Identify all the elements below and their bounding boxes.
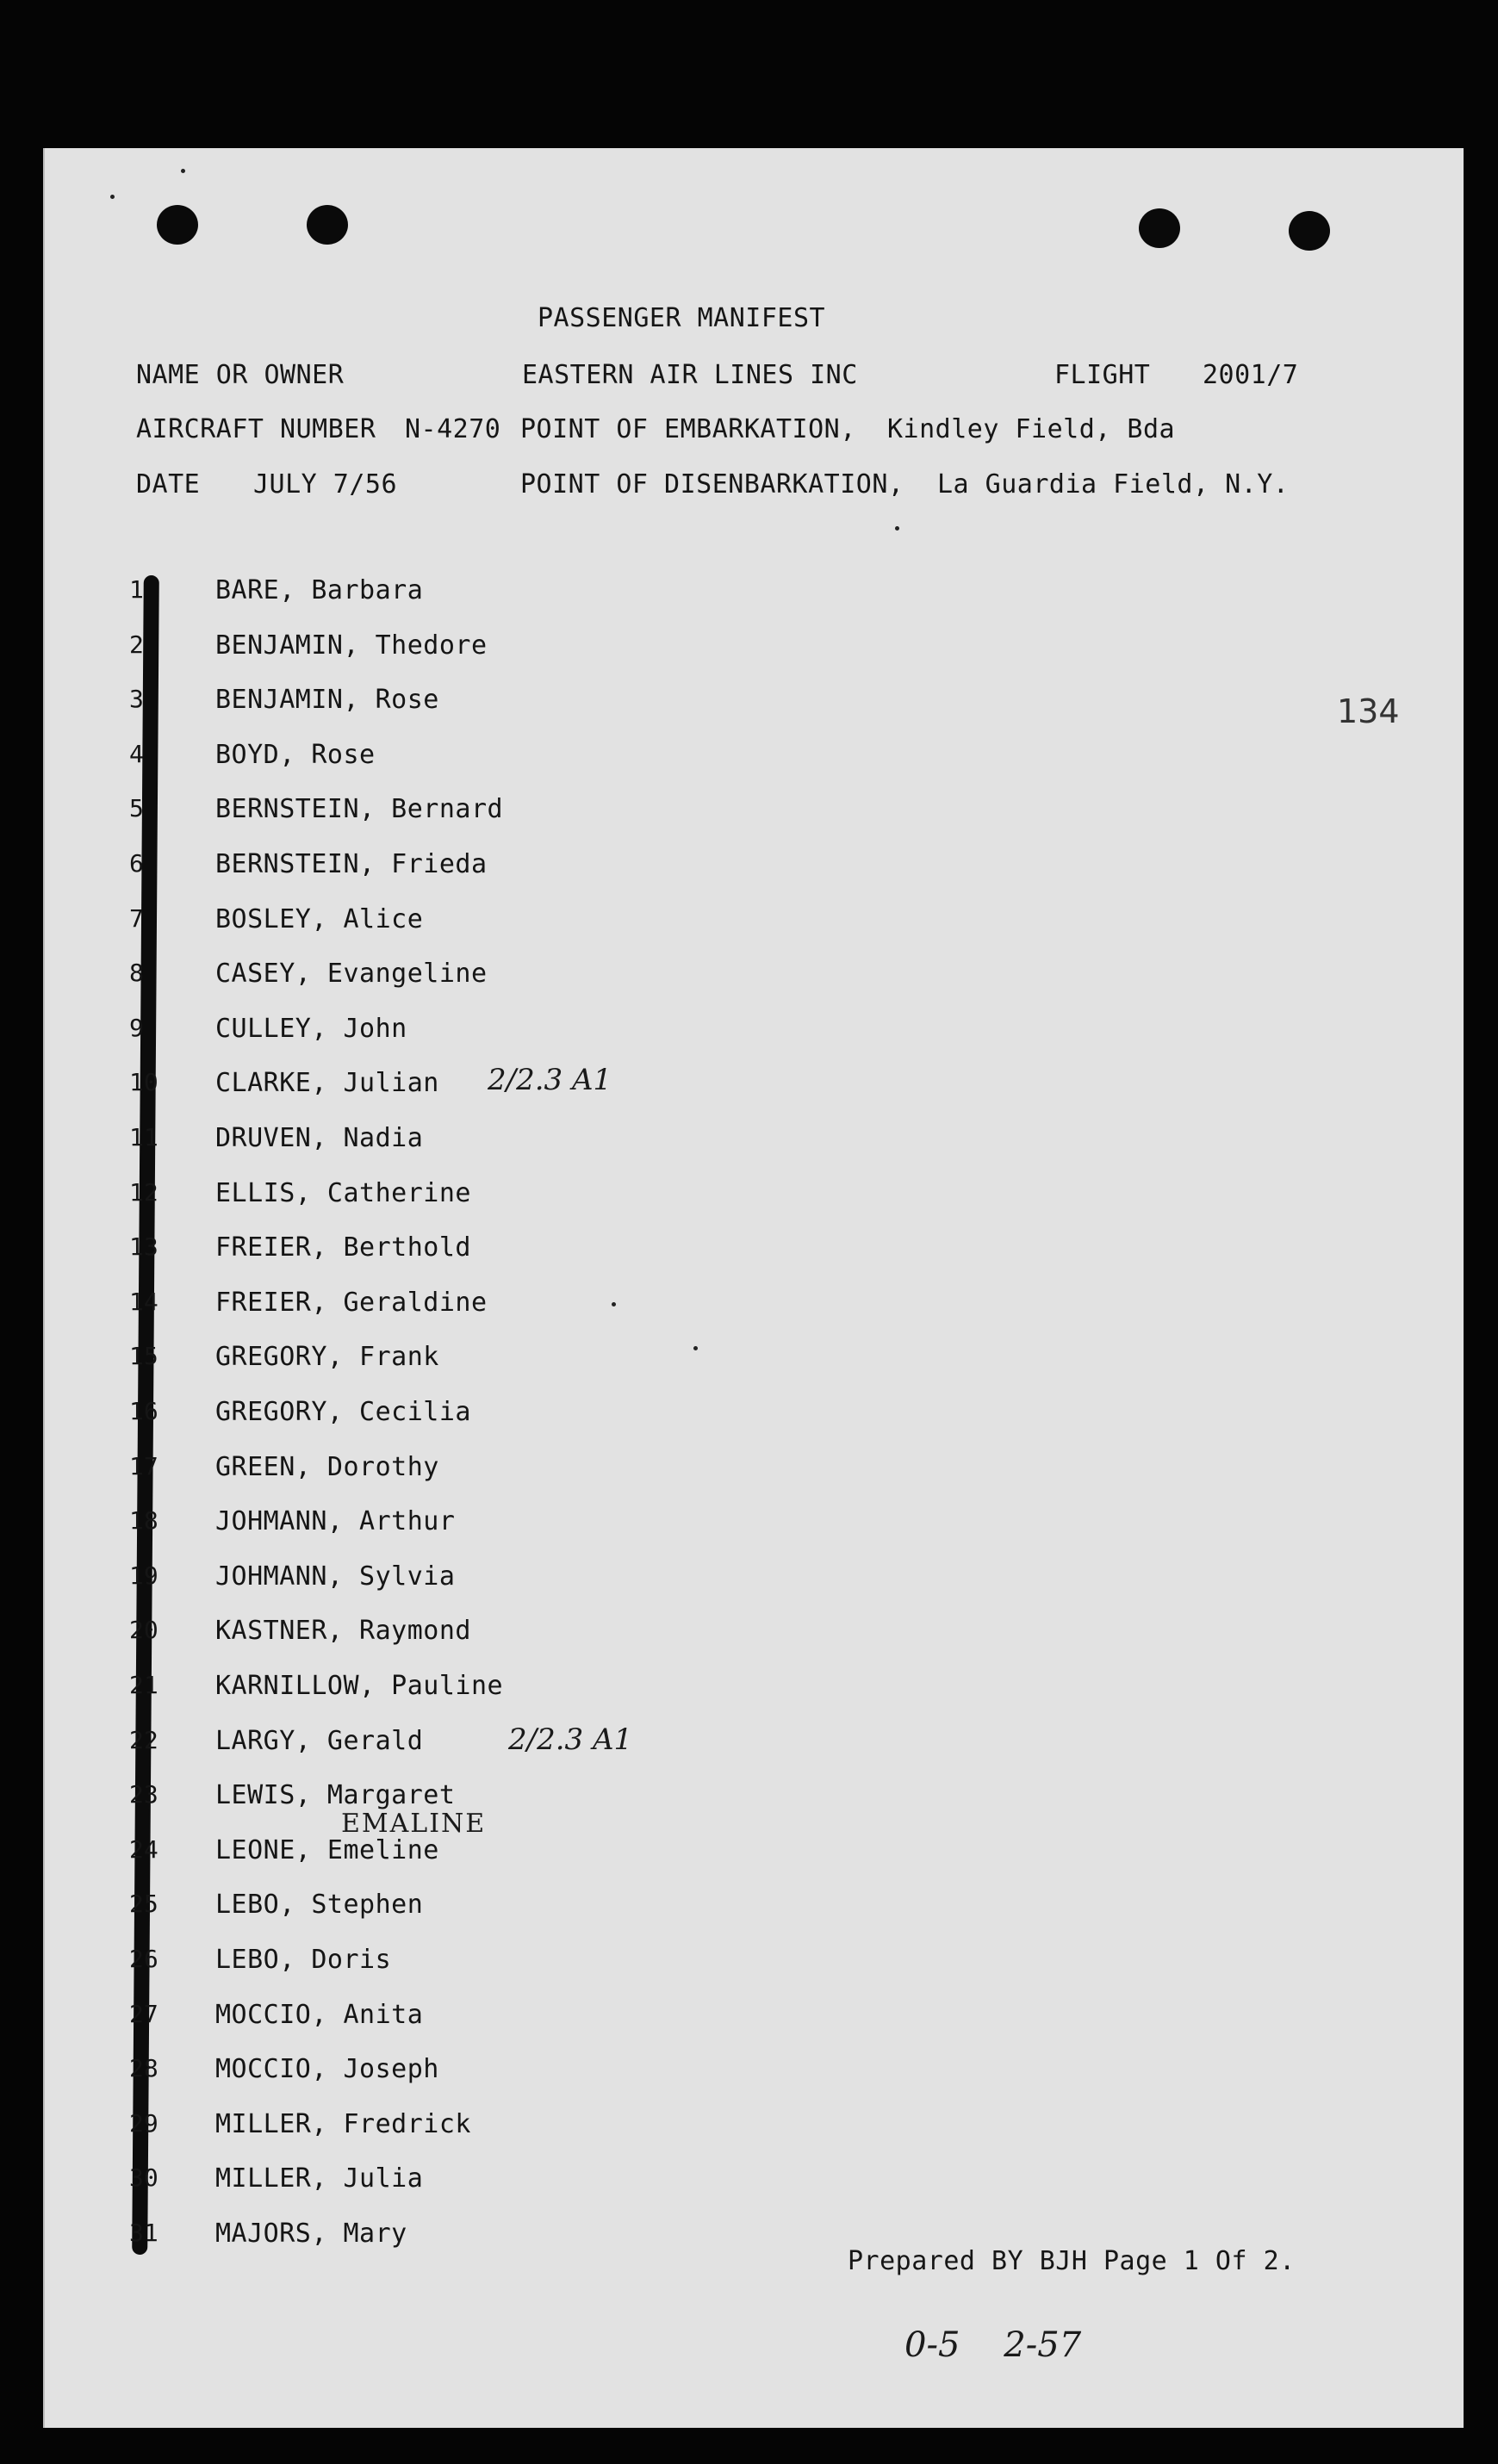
passenger-number: 1 xyxy=(129,575,144,604)
list-item xyxy=(0,1123,775,1175)
list-item xyxy=(0,1671,775,1722)
list-item xyxy=(0,685,775,736)
passenger-name: FREIER, Geraldine xyxy=(215,1287,488,1318)
passenger-number: 20 xyxy=(129,1616,159,1645)
list-item xyxy=(0,959,775,1010)
disembarkation-value: La Guardia Field, N.Y. xyxy=(937,469,1290,500)
passenger-name: BERNSTEIN, Frieda xyxy=(215,849,488,879)
disembarkation-label: POINT OF DISENBARKATION, xyxy=(520,469,904,500)
punch-hole xyxy=(157,205,198,245)
passenger-number: 2 xyxy=(129,630,144,659)
list-item xyxy=(0,1835,775,1887)
passenger-number: 27 xyxy=(129,1999,159,2028)
passenger-number: 4 xyxy=(129,739,144,768)
passenger-number: 5 xyxy=(129,794,144,823)
flight-label: FLIGHT xyxy=(1054,360,1151,390)
largy-annotation: 2/2.3 A1 xyxy=(508,1722,633,1757)
paper-speck xyxy=(895,526,899,531)
passenger-number: 24 xyxy=(129,1834,159,1864)
list-item xyxy=(0,1561,775,1613)
passenger-number: 29 xyxy=(129,2108,159,2138)
passenger-number: 8 xyxy=(129,959,144,988)
date-value: JULY 7/56 xyxy=(253,469,398,500)
passenger-name: MILLER, Julia xyxy=(215,2163,424,2194)
passenger-name: MAJORS, Mary xyxy=(215,2219,407,2249)
passenger-name: BOSLEY, Alice xyxy=(215,903,424,934)
passenger-name: BENJAMIN, Thedore xyxy=(215,630,488,661)
list-item xyxy=(0,2000,775,2051)
list-item xyxy=(0,1506,775,1558)
passenger-name: BOYD, Rose xyxy=(215,739,376,770)
list-item xyxy=(0,2109,775,2161)
list-item xyxy=(0,1342,775,1393)
aircraft-value: N-4270 xyxy=(405,414,501,444)
passenger-name: LEONE, Emeline xyxy=(215,1834,439,1865)
punch-hole xyxy=(1289,211,1330,251)
passenger-name: BENJAMIN, Rose xyxy=(215,685,439,716)
list-item xyxy=(0,1397,775,1449)
passenger-number: 15 xyxy=(129,1342,159,1371)
paper-speck xyxy=(110,195,115,199)
passenger-name: JOHMANN, Arthur xyxy=(215,1506,456,1537)
page-title: PASSENGER MANIFEST xyxy=(538,303,826,333)
passenger-name: KASTNER, Raymond xyxy=(215,1616,471,1647)
punch-hole xyxy=(307,205,348,245)
date-label: DATE xyxy=(136,469,201,500)
list-item xyxy=(0,740,775,791)
list-item xyxy=(0,1890,775,1941)
list-item xyxy=(0,2219,775,2270)
flight-value: 2001/7 xyxy=(1203,360,1299,390)
passenger-name: LEBO, Stephen xyxy=(215,1890,424,1921)
passenger-name: LEWIS, Margaret xyxy=(215,1780,456,1811)
list-item xyxy=(0,1178,775,1230)
prepared-by-line: Prepared BY BJH Page 1 Of 2. xyxy=(848,2246,1296,2276)
list-item xyxy=(0,575,775,627)
passenger-number: 12 xyxy=(129,1177,159,1207)
passenger-name: JOHMANN, Sylvia xyxy=(215,1561,456,1592)
list-item xyxy=(0,2163,775,2215)
embarkation-value: Kindley Field, Bda xyxy=(887,414,1176,444)
clarke-annotation: 2/2.3 A1 xyxy=(488,1063,612,1097)
passenger-name: BARE, Barbara xyxy=(215,575,424,605)
list-item xyxy=(0,794,775,846)
passenger-name: MILLER, Fredrick xyxy=(215,2108,471,2139)
list-item xyxy=(0,1945,775,1996)
punch-hole xyxy=(1139,208,1180,248)
handwritten-page-number: 134 xyxy=(1337,692,1400,730)
passenger-number: 6 xyxy=(129,849,144,878)
passenger-name: DRUVEN, Nadia xyxy=(215,1123,424,1153)
passenger-name: CASEY, Evangeline xyxy=(215,959,488,990)
owner-value: EASTERN AIR LINES INC xyxy=(522,360,858,390)
passenger-name: CLARKE, Julian xyxy=(215,1068,439,1099)
passenger-number: 31 xyxy=(129,2219,159,2247)
list-item xyxy=(0,1014,775,1065)
list-item xyxy=(0,1068,775,1120)
passenger-name: GREGORY, Frank xyxy=(215,1342,439,1373)
passenger-number: 18 xyxy=(129,1506,159,1536)
list-item xyxy=(0,849,775,901)
passenger-number: 21 xyxy=(129,1671,159,1699)
passenger-name: MOCCIO, Joseph xyxy=(215,2054,439,2085)
passenger-name: FREIER, Berthold xyxy=(215,1232,471,1263)
footer-handwritten: 0-5 2-57 xyxy=(904,2325,1082,2365)
passenger-number: 23 xyxy=(129,1780,159,1809)
list-item xyxy=(0,1616,775,1667)
passenger-number: 13 xyxy=(129,1232,159,1262)
passenger-name: GREGORY, Cecilia xyxy=(215,1397,471,1427)
passenger-name: GREEN, Dorothy xyxy=(215,1451,439,1482)
passenger-name: LARGY, Gerald xyxy=(215,1725,424,1756)
passenger-number: 22 xyxy=(129,1725,159,1754)
passenger-number: 3 xyxy=(129,685,144,714)
leone-correction: EMALINE xyxy=(341,1809,487,1839)
passenger-name: LEBO, Doris xyxy=(215,1945,392,1975)
passenger-number: 10 xyxy=(129,1068,159,1097)
passenger-number: 17 xyxy=(129,1451,159,1480)
list-item xyxy=(0,1452,775,1504)
embarkation-label: POINT OF EMBARKATION, xyxy=(520,414,856,444)
passenger-name: MOCCIO, Anita xyxy=(215,1999,424,2030)
owner-label: NAME OR OWNER xyxy=(136,360,345,390)
paper-speck xyxy=(181,169,185,173)
passenger-number: 14 xyxy=(129,1287,159,1316)
list-item xyxy=(0,2054,775,2106)
list-item xyxy=(0,904,775,956)
passenger-name: KARNILLOW, Pauline xyxy=(215,1671,504,1701)
list-item xyxy=(0,1726,775,1778)
passenger-number: 19 xyxy=(129,1561,159,1590)
passenger-number: 28 xyxy=(129,2054,159,2083)
passenger-name: ELLIS, Catherine xyxy=(215,1177,471,1208)
list-item xyxy=(0,630,775,682)
passenger-number: 11 xyxy=(129,1123,159,1151)
passenger-number: 7 xyxy=(129,903,144,933)
passenger-number: 9 xyxy=(129,1013,144,1042)
passenger-name: BERNSTEIN, Bernard xyxy=(215,794,504,825)
list-item xyxy=(0,1288,775,1339)
passenger-name: CULLEY, John xyxy=(215,1013,407,1044)
passenger-number: 16 xyxy=(129,1397,159,1425)
passenger-number: 26 xyxy=(129,1945,159,1973)
list-item xyxy=(0,1232,775,1284)
passenger-number: 25 xyxy=(129,1890,159,1919)
aircraft-label: AIRCRAFT NUMBER xyxy=(136,414,376,444)
passenger-number: 30 xyxy=(129,2163,159,2193)
